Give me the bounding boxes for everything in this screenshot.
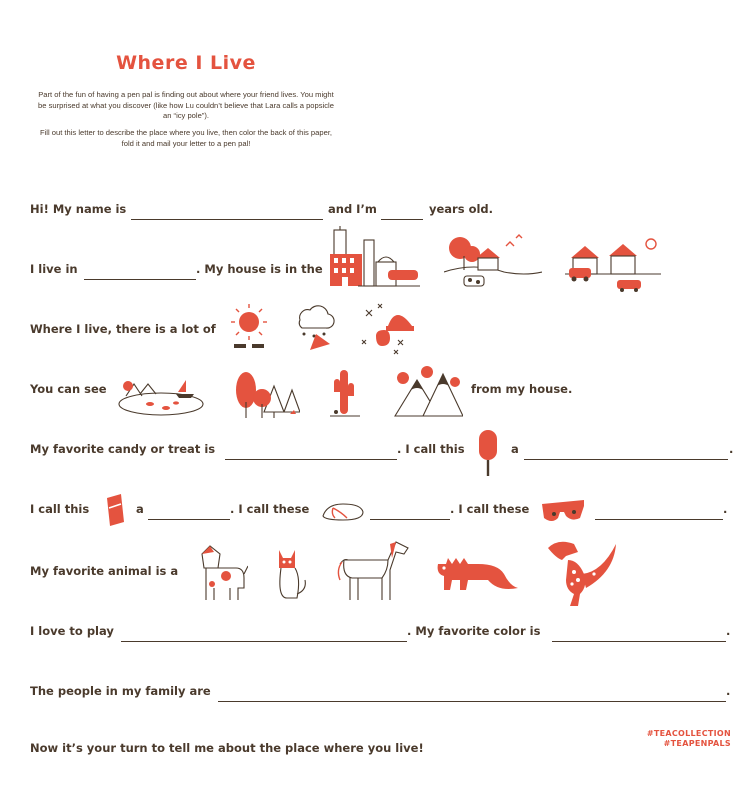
snow-icon — [358, 300, 418, 358]
line8-text-c: . — [726, 624, 731, 638]
line5-text-d: . — [729, 442, 734, 456]
sunglasses-icon — [540, 498, 586, 526]
sun-icon — [226, 302, 272, 352]
mountains-icon — [393, 364, 463, 420]
treat-blank[interactable] — [225, 459, 397, 460]
line6-text-e: . — [723, 502, 728, 516]
desert-icon — [330, 366, 360, 420]
lake-icon — [116, 374, 206, 418]
soda-name-blank[interactable] — [148, 519, 230, 520]
intro-paragraph-2: Fill out this letter to describe the place where you live, then color the back of this paper, fold it and mail your letter to a pen pal! — [39, 128, 333, 148]
line5-text-a: My favorite candy or treat is — [30, 442, 216, 456]
page-title: Where I Live — [116, 52, 256, 74]
line2-text-a: I live in — [30, 262, 78, 276]
line1-text-a: Hi! My name is — [30, 202, 127, 216]
popsicle-name-blank[interactable] — [524, 459, 728, 460]
line6-text-c: . I call these — [230, 502, 310, 516]
rain-icon — [292, 302, 338, 352]
line8-text-a: I love to play — [30, 624, 114, 638]
hashtag-1: #TEACOLLECTION — [646, 729, 731, 738]
line2-text-b: . My house is in the — [196, 262, 323, 276]
line5-text-b: . I call this — [397, 442, 465, 456]
countryside-icon — [444, 232, 542, 296]
family-blank[interactable] — [218, 701, 726, 702]
line1-text-b: and I’m — [328, 202, 377, 216]
line1-text-c: years old. — [429, 202, 494, 216]
line6-text-b: a — [136, 502, 144, 516]
crocodile-icon — [436, 548, 520, 598]
city-icon — [328, 226, 420, 288]
play-blank[interactable] — [121, 641, 407, 642]
suburbs-icon — [565, 234, 661, 292]
city-blank[interactable] — [84, 279, 196, 280]
age-blank[interactable] — [381, 219, 423, 220]
color-blank[interactable] — [552, 641, 726, 642]
dinosaur-icon — [546, 538, 628, 608]
intro-paragraph-1: Part of the fun of having a pen pal is finding out about where your friend lives. You might be surprised at what you discover (like how Lu couldn’t believe that Lara calls a popsicle an “icy pole”). — [38, 90, 334, 120]
popsicle-icon — [476, 428, 500, 478]
line6-text-a: I call this — [30, 502, 90, 516]
horse-icon — [334, 538, 412, 602]
sunglasses-name-blank[interactable] — [595, 519, 723, 520]
line6-text-d: . I call these — [450, 502, 530, 516]
hashtag-2: #TEAPENPALS — [663, 739, 731, 748]
line9-text-a: The people in my family are — [30, 684, 211, 698]
line10-text: Now it’s your turn to tell me about the place where you live! — [30, 741, 424, 755]
name-blank[interactable] — [131, 219, 323, 220]
line9-text-b: . — [726, 684, 731, 698]
cat-icon — [273, 546, 307, 600]
dog-icon — [196, 544, 248, 602]
hashtags — [647, 729, 731, 749]
soda-can-icon — [104, 492, 126, 528]
line5-text-c: a — [511, 442, 519, 456]
forest-icon — [234, 368, 300, 420]
line7-text-a: My favorite animal is a — [30, 564, 179, 578]
line8-text-b: . My favorite color is — [407, 624, 541, 638]
line3-text-a: Where I live, there is a lot of — [30, 322, 216, 336]
flip-flop-icon — [319, 500, 365, 526]
flip-flop-name-blank[interactable] — [370, 519, 450, 520]
line4-text-b: from my house. — [471, 382, 573, 396]
line4-text-a: You can see — [30, 382, 107, 396]
